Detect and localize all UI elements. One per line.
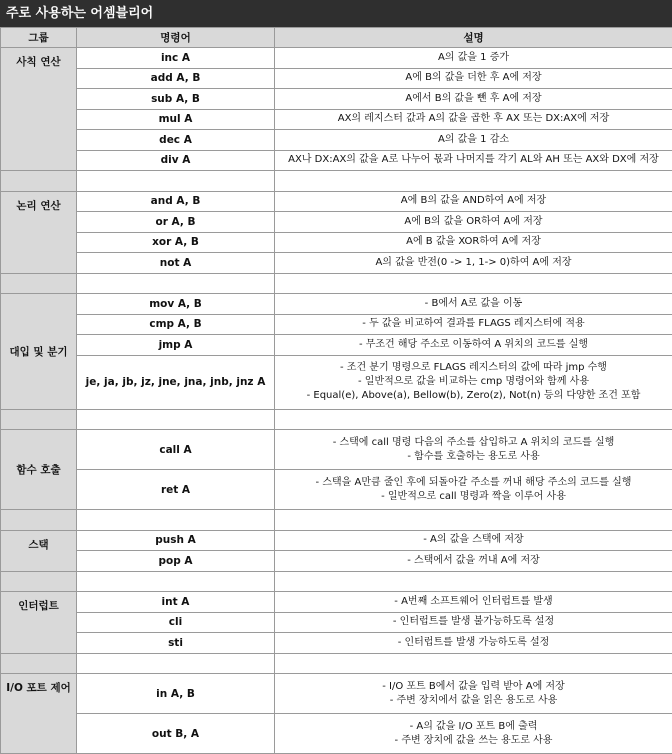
- empty-cell: [1, 409, 77, 430]
- empty-cell: [275, 571, 672, 592]
- table-row: [1, 253, 672, 274]
- command-cell: or A, B: [77, 212, 275, 233]
- table-row: [1, 109, 672, 130]
- description-cell: [275, 212, 672, 233]
- table-row: [1, 430, 672, 470]
- description-line: - A의 값을 I/O 포트 B에 출력: [277, 720, 670, 734]
- command-cell: and A, B: [77, 191, 275, 212]
- spacer-row: [1, 653, 672, 674]
- description-line: - I/O 포트 B에서 값을 입력 받아 A에 저장: [277, 680, 670, 694]
- command-cell: inc A: [77, 48, 275, 69]
- description-line: - 일반적으로 값을 비교하는 cmp 명령어와 함께 사용: [277, 375, 670, 389]
- description-cell: [275, 314, 672, 335]
- empty-cell: [275, 653, 672, 674]
- table-row: [1, 551, 672, 572]
- empty-cell: [275, 510, 672, 531]
- description-line: - 주변 장치에서 값을 읽은 용도로 사용: [277, 694, 670, 708]
- empty-cell: [77, 510, 275, 531]
- description-line: - 인터럽트를 발생 불가능하도록 설정: [277, 615, 670, 629]
- description-cell: [275, 130, 672, 151]
- description-line: A에 B의 값을 OR하여 A에 저장: [277, 215, 670, 229]
- table-row: [1, 314, 672, 335]
- empty-cell: [1, 171, 77, 192]
- command-cell: dec A: [77, 130, 275, 151]
- command-cell: div A: [77, 150, 275, 171]
- command-cell: sti: [77, 633, 275, 654]
- command-cell: int A: [77, 592, 275, 613]
- table-row: [1, 355, 672, 409]
- empty-cell: [1, 510, 77, 531]
- empty-cell: [275, 273, 672, 294]
- group-label: 사칙 연산: [1, 48, 77, 171]
- spacer-row: [1, 171, 672, 192]
- empty-cell: [1, 273, 77, 294]
- description-cell: [275, 530, 672, 551]
- description-line: - 인터럽트를 발생 가능하도록 설정: [277, 636, 670, 650]
- description-line: - 주변 장치에 값을 쓰는 용도로 사용: [277, 734, 670, 748]
- description-cell: [275, 674, 672, 714]
- table-row: [1, 530, 672, 551]
- empty-cell: [275, 171, 672, 192]
- header-row: [1, 28, 672, 48]
- description-line: - 조건 분기 명령으로 FLAGS 레지스터의 값에 따라 jmp 수행: [277, 361, 670, 375]
- empty-cell: [77, 171, 275, 192]
- description-line: - 스택에서 값을 꺼내 A에 저장: [277, 554, 670, 568]
- table-row: [1, 68, 672, 89]
- table-row: [1, 674, 672, 714]
- description-line: - B에서 A로 값을 이동: [277, 297, 670, 311]
- command-cell: je, ja, jb, jz, jne, jna, jnb, jnz A: [77, 355, 275, 409]
- group-label: 대입 및 분기: [1, 294, 77, 410]
- command-cell: not A: [77, 253, 275, 274]
- table-row: [1, 294, 672, 315]
- description-cell: [275, 109, 672, 130]
- description-cell: [275, 294, 672, 315]
- description-cell: [275, 430, 672, 470]
- command-cell: xor A, B: [77, 232, 275, 253]
- group-label: 함수 호출: [1, 430, 77, 510]
- command-cell: ret A: [77, 470, 275, 510]
- command-cell: mul A: [77, 109, 275, 130]
- table-row: [1, 48, 672, 69]
- spacer-row: [1, 510, 672, 531]
- empty-cell: [275, 409, 672, 430]
- table-row: [1, 212, 672, 233]
- table-row: [1, 714, 672, 754]
- description-line: A에서 B의 값을 뺀 후 A에 저장: [277, 92, 670, 106]
- empty-cell: [77, 409, 275, 430]
- description-cell: [275, 633, 672, 654]
- description-line: A의 값을 1 감소: [277, 133, 670, 147]
- command-cell: push A: [77, 530, 275, 551]
- table-row: [1, 335, 672, 356]
- header-description: 설명: [275, 28, 672, 48]
- description-cell: [275, 355, 672, 409]
- description-cell: [275, 714, 672, 754]
- command-cell: in A, B: [77, 674, 275, 714]
- spacer-row: [1, 409, 672, 430]
- description-line: A에 B의 값을 더한 후 A에 저장: [277, 71, 670, 85]
- table-row: [1, 232, 672, 253]
- command-cell: cmp A, B: [77, 314, 275, 335]
- command-cell: pop A: [77, 551, 275, 572]
- description-cell: [275, 89, 672, 110]
- description-line: A에 B의 값을 AND하여 A에 저장: [277, 194, 670, 208]
- description-line: - A의 값을 스택에 저장: [277, 533, 670, 547]
- table-row: [1, 470, 672, 510]
- empty-cell: [77, 571, 275, 592]
- spacer-row: [1, 571, 672, 592]
- empty-cell: [1, 571, 77, 592]
- table-row: [1, 150, 672, 171]
- description-line: - 스택을 A만큼 줄인 후에 되돌아갈 주소를 꺼내 해당 주소의 코드를 실행: [277, 476, 670, 490]
- description-cell: [275, 150, 672, 171]
- command-cell: out B, A: [77, 714, 275, 754]
- description-cell: [275, 68, 672, 89]
- description-cell: [275, 335, 672, 356]
- description-line: A의 값을 반전(0 -> 1, 1-> 0)하여 A에 저장: [277, 256, 670, 270]
- command-cell: jmp A: [77, 335, 275, 356]
- instruction-table: [0, 27, 672, 754]
- table-row: [1, 89, 672, 110]
- command-cell: sub A, B: [77, 89, 275, 110]
- command-cell: mov A, B: [77, 294, 275, 315]
- description-line: - 일반적으로 call 명령과 짝을 이루어 사용: [277, 490, 670, 504]
- header-group: 그룹: [1, 28, 77, 48]
- description-line: - A번째 소프트웨어 인터럽트를 발생: [277, 595, 670, 609]
- group-label: 논리 연산: [1, 191, 77, 273]
- empty-cell: [77, 653, 275, 674]
- description-line: AX나 DX:AX의 값을 A로 나누어 몫과 나머지를 각기 AL와 AH 또는 AX와 DX에 저장: [277, 153, 670, 167]
- table-row: [1, 633, 672, 654]
- empty-cell: [1, 653, 77, 674]
- description-line: AX의 레지스터 값과 A의 값을 곱한 후 AX 또는 DX:AX에 저장: [277, 112, 670, 126]
- table-row: [1, 612, 672, 633]
- description-line: - Equal(e), Above(a), Bellow(b), Zero(z), Not(n) 등의 다양한 조건 포함: [277, 389, 670, 403]
- group-label: I/O 포트 제어: [1, 674, 77, 754]
- header-command: 명령어: [77, 28, 275, 48]
- description-line: A의 값을 1 증가: [277, 51, 670, 65]
- sheet-title: 주로 사용하는 어셈블리어: [0, 0, 672, 27]
- command-cell: call A: [77, 430, 275, 470]
- spacer-row: [1, 273, 672, 294]
- group-label: 인터럽트: [1, 592, 77, 654]
- group-label: 스택: [1, 530, 77, 571]
- description-line: - 무조건 해당 주소로 이동하여 A 위치의 코드를 실행: [277, 338, 670, 352]
- description-line: A에 B 값을 XOR하여 A에 저장: [277, 235, 670, 249]
- description-cell: [275, 48, 672, 69]
- description-cell: [275, 612, 672, 633]
- empty-cell: [77, 273, 275, 294]
- description-line: - 함수를 호출하는 용도로 사용: [277, 450, 670, 464]
- description-cell: [275, 470, 672, 510]
- command-cell: cli: [77, 612, 275, 633]
- table-body: [1, 48, 672, 754]
- description-cell: [275, 253, 672, 274]
- description-line: - 두 값을 비교하여 결과를 FLAGS 레지스터에 적용: [277, 317, 670, 331]
- table-row: [1, 592, 672, 613]
- description-cell: [275, 551, 672, 572]
- table-row: [1, 130, 672, 151]
- command-cell: add A, B: [77, 68, 275, 89]
- description-cell: [275, 191, 672, 212]
- description-cell: [275, 232, 672, 253]
- description-line: - 스택에 call 명령 다음의 주소를 삽입하고 A 위치의 코드를 실행: [277, 436, 670, 450]
- description-cell: [275, 592, 672, 613]
- table-row: [1, 191, 672, 212]
